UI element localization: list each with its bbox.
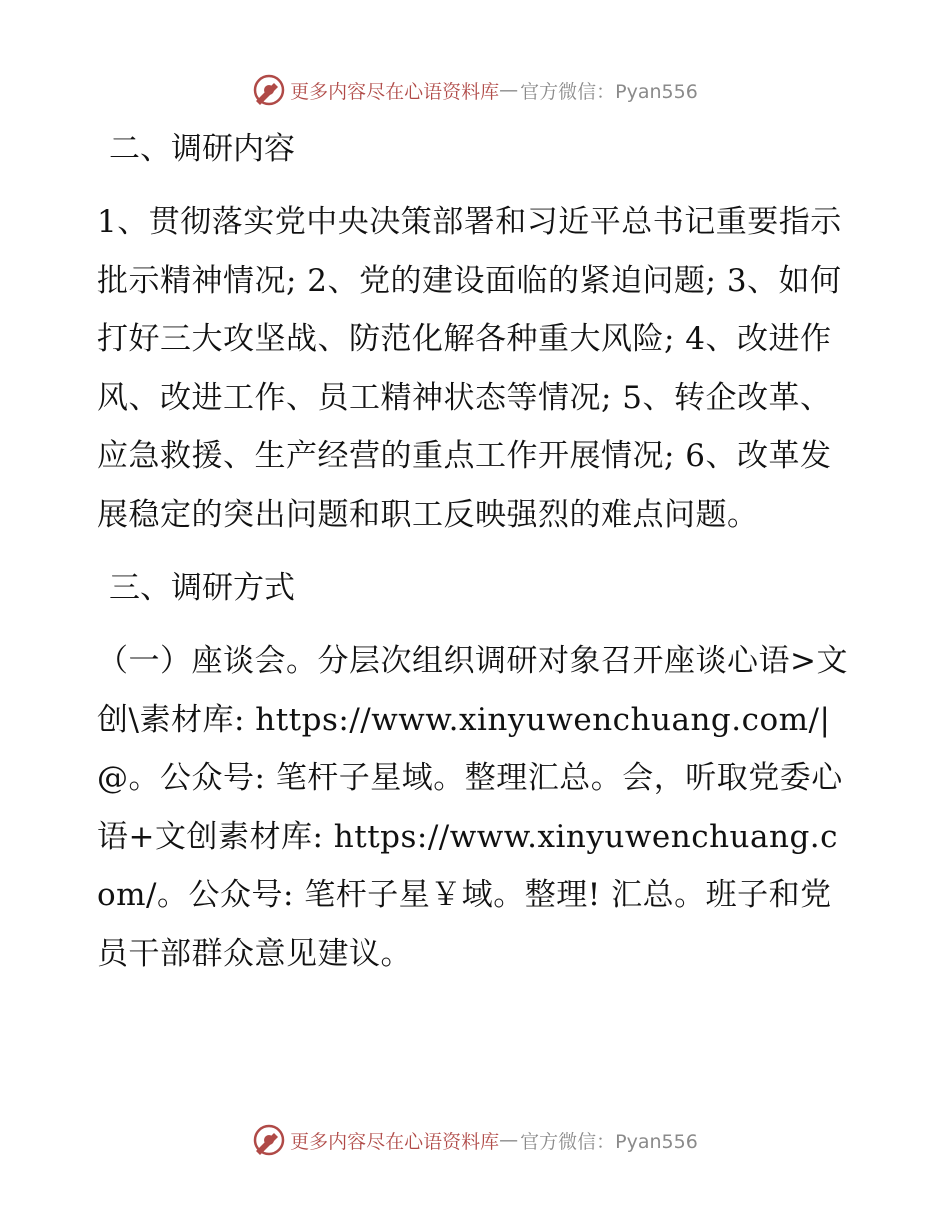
section-2-body: 1、贯彻落实党中央决策部署和习近平总书记重要指示批示精神情况; 2、党的建设面临的紧迫问题; 3、如何打好三大攻坚战、防范化解各种重大风险; 4、改进作风、改进工作、员工精神状态等情况; 5、转企改革、应急救援、生产经营的重点工作开展情况; 6、改革发展稳定的突出问题和职工反映强烈的难点问题。: [97, 204, 842, 533]
banner-separator: —: [499, 1129, 519, 1151]
pen-logo-icon: [252, 1123, 286, 1157]
banner-main-text: 更多内容尽在心语资料库: [290, 1130, 500, 1153]
banner-wechat-label: 官方微信：Pyan556: [520, 1130, 698, 1153]
header-banner: [0, 70, 950, 110]
banner-wechat-label: 官方微信：Pyan556: [520, 80, 698, 103]
document-body: [97, 120, 857, 983]
banner-main-text: 更多内容尽在心语资料库: [290, 80, 500, 103]
footer-banner: [0, 1120, 950, 1160]
pen-logo-icon: [252, 73, 286, 107]
section-3-heading: 三、调研方式: [109, 570, 295, 606]
section-3-body: （一）座谈会。分层次组织调研对象召开座谈心语>文创\素材库: https://www.xinyuwenchuang.com/|@。公众号: 笔杆子星域。整理汇总。会，听取党委心语+文创素材库: https://www.xinyuwenchuang.com/。公众号: 笔杆子星￥域。整理! 汇总。班子和党员干部群众意见建议。: [97, 643, 848, 972]
banner-separator: —: [499, 79, 519, 101]
section-2-heading: 二、调研内容: [109, 131, 295, 167]
